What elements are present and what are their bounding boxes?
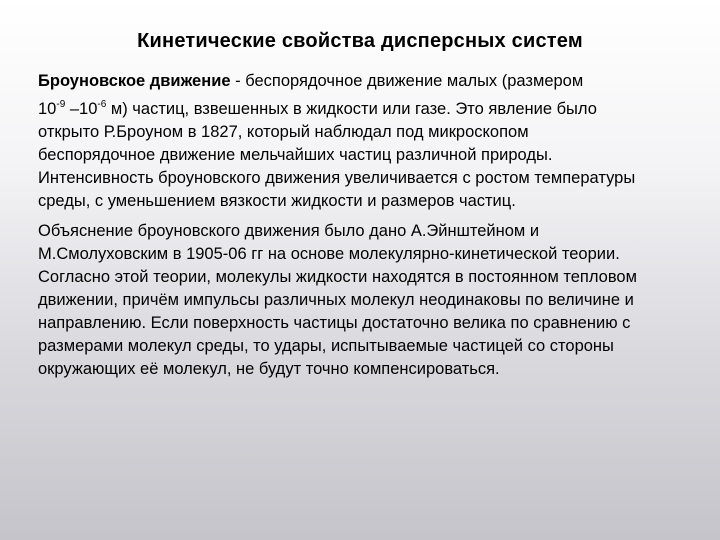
paragraph-einstein-explanation: [38, 220, 698, 381]
paragraph-line: среды, с уменьшением вязкости жидкости и размеров частиц.: [38, 192, 516, 210]
paragraph-line: Согласно этой теории, молекулы жидкости находятся в постоянном тепловом: [38, 268, 637, 286]
paragraph-line: окружающих её молекул, не будут точно компенсироваться.: [38, 360, 500, 378]
size-exponent-max: -6: [97, 99, 107, 110]
line-text: м) частиц, взвешенных в жидкости или газе. Это явление было: [106, 100, 597, 118]
paragraph-line: М.Смолуховским в 1905-06 гг на основе молекулярно-кинетической теории.: [38, 245, 620, 263]
paragraph-line: направлению. Если поверхность частицы достаточно велика по сравнению с: [38, 314, 631, 332]
paragraph-line: беспорядочное движение мельчайших частиц различной природы.: [38, 146, 553, 164]
size-separator: –10: [65, 100, 98, 118]
paragraph-line: размерами молекул среды, то удары, испытываемые частицей со стороны: [38, 337, 614, 355]
size-exponent-min: -9: [56, 99, 66, 110]
paragraph-line: Интенсивность броуновского движения увеличивается с ростом температуры: [38, 169, 636, 187]
slide-title: Кинетические свойства дисперсных систем: [137, 30, 583, 52]
paragraph-line: [38, 66, 698, 96]
paragraph-line: открыто Р.Броуном в 1827, который наблюдал под микроскопом: [38, 123, 529, 141]
paragraph-line: движении, причём импульсы различных молекул неодинаковы по величине и: [38, 291, 634, 309]
size-base: 10: [38, 100, 57, 118]
term-brownian-motion: Броуновское движение: [38, 72, 231, 90]
paragraph-brownian-definition: [38, 66, 698, 213]
paragraph-line: [38, 98, 698, 121]
term-dash: ‑: [230, 72, 246, 90]
paragraph-line: Объяснение броуновского движения было дано А.Эйнштейном и: [38, 222, 540, 240]
definition-start: беспорядочное движение малых (размером: [245, 72, 584, 90]
